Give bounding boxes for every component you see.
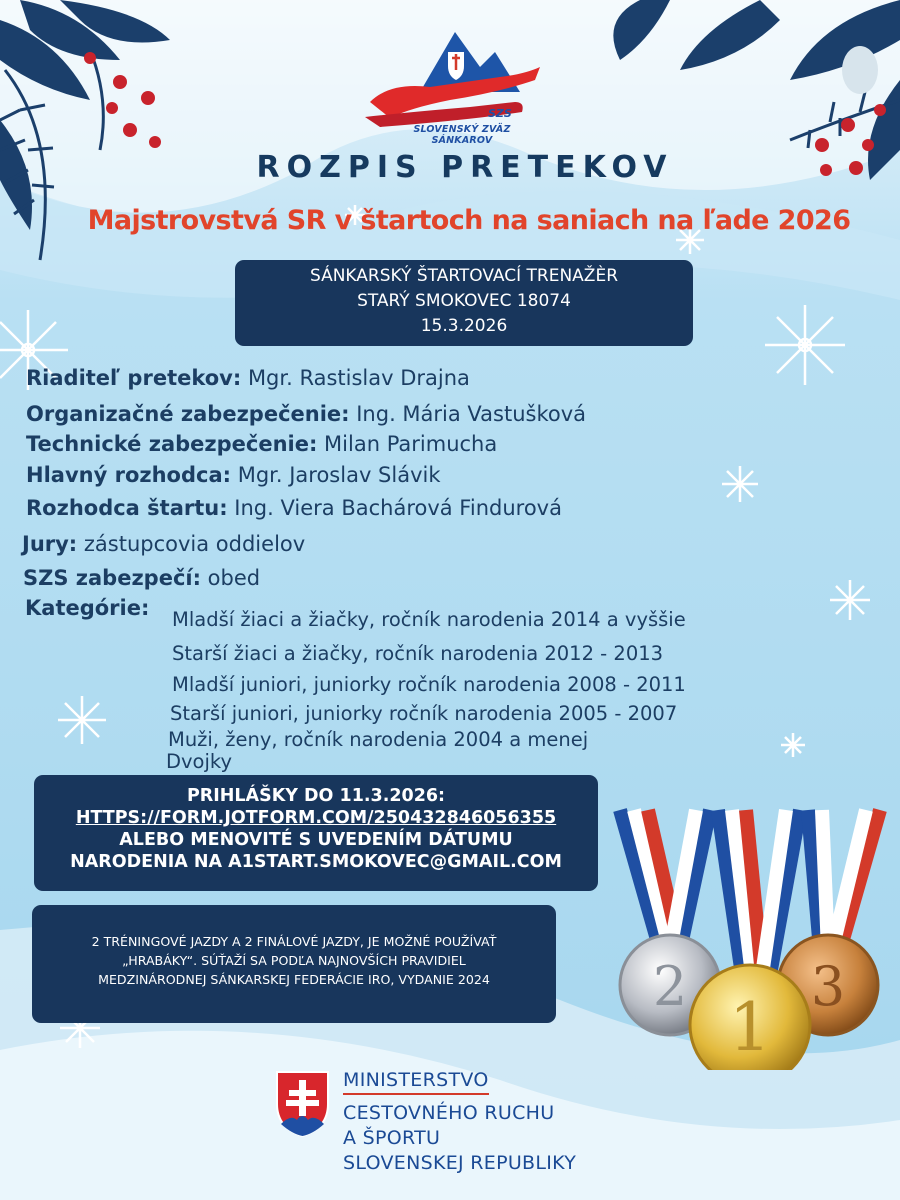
staff-row: Hlavný rozhodca: Mgr. Jaroslav Slávik	[26, 463, 441, 487]
rules-box	[32, 905, 556, 1023]
category-item: Starší juniori, juniorky ročník narodenia 2005 - 2007	[170, 702, 678, 725]
venue-line-2: STARÝ SMOKOVEC 18074	[357, 291, 571, 311]
registration-email: NARODENIA NA A1START.SMOKOVEC@GMAIL.COM	[70, 852, 562, 872]
ministry-line-3: A ŠPORTU	[343, 1127, 441, 1149]
categories-label: Kategórie:	[25, 596, 150, 620]
page-title: ROZPIS PRETEKOV	[256, 150, 674, 185]
logo-text: SLOVENSKÝ ZVÄZ SÁNKAROV	[413, 124, 511, 146]
category-item: Muži, ženy, ročník narodenia 2004 a menej	[168, 728, 589, 751]
medal-number: 1	[729, 989, 771, 1066]
category-item: Mladší žiaci a žiačky, ročník narodenia 2014 a vyššie	[172, 608, 686, 631]
pinecone	[842, 46, 878, 94]
category-item: Dvojky	[166, 750, 233, 773]
staff-row: SZS zabezpečí: obed	[23, 566, 261, 590]
staff-row: Organizačné zabezpečenie: Ing. Mária Vastušková	[26, 402, 587, 426]
medal-number: 2	[652, 955, 688, 1018]
rules-line-1: 2 TRÉNINGOVÉ JAZDY A 2 FINÁLOVÉ JAZDY, JE MOŽNÉ POUŽÍVAŤ	[91, 934, 497, 949]
slovak-crest-icon	[275, 1070, 330, 1138]
ministry-logo-text	[343, 1068, 576, 1176]
category-item: Starší žiaci a žiačky, ročník narodenia 2012 - 2013	[172, 642, 664, 665]
venue-box	[235, 260, 693, 346]
medal-number: 3	[810, 955, 846, 1018]
staff-row: Rozhodca štartu: Ing. Viera Bachárová Findurová	[26, 496, 562, 520]
venue-line-1: SÁNKARSKÝ ŠTARTOVACÍ TRENAŽÈR	[309, 266, 619, 286]
registration-deadline: PRIHLÁŠKY DO 11.3.2026:	[186, 786, 446, 806]
ministry-line-2: CESTOVNÉHO RUCHU	[343, 1102, 555, 1124]
registration-link[interactable]: HTTPS://FORM.JOTFORM.COM/250432846056355	[75, 808, 557, 828]
staff-row: Riaditeľ pretekov: Mgr. Rastislav Drajna	[26, 366, 470, 390]
staff-row: Jury: zástupcovia oddielov	[22, 532, 306, 556]
ministry-line-1: MINISTERSTVO	[343, 1068, 489, 1095]
category-item: Mladší juniori, juniorky ročník narodenia 2008 - 2011	[172, 673, 686, 696]
rules-line-2: „HRABÁKY“. SÚŤAŽÍ SA PODĽA NAJNOVŠÍCH PRAVIDIEL	[122, 953, 466, 968]
ministry-line-4: SLOVENSKEJ REPUBLIKY	[343, 1152, 577, 1174]
registration-alt: ALEBO MENOVITÉ S UVEDENÍM DÁTUMU	[119, 830, 513, 850]
medals-icon	[600, 800, 900, 1070]
rules-line-3: MEDZINÁRODNEJ SÁNKARSKEJ FEDERÁCIE IRO, VYDANIE 2024	[98, 972, 490, 987]
venue-date: 15.3.2026	[420, 316, 508, 336]
registration-box	[34, 775, 598, 891]
logo-abbreviation: SZS	[488, 107, 512, 120]
event-subtitle: Majstrovstvá SR v štartoch na saniach na ľade 2026	[87, 205, 851, 236]
staff-row: Technické zabezpečenie: Milan Parimucha	[26, 432, 498, 456]
